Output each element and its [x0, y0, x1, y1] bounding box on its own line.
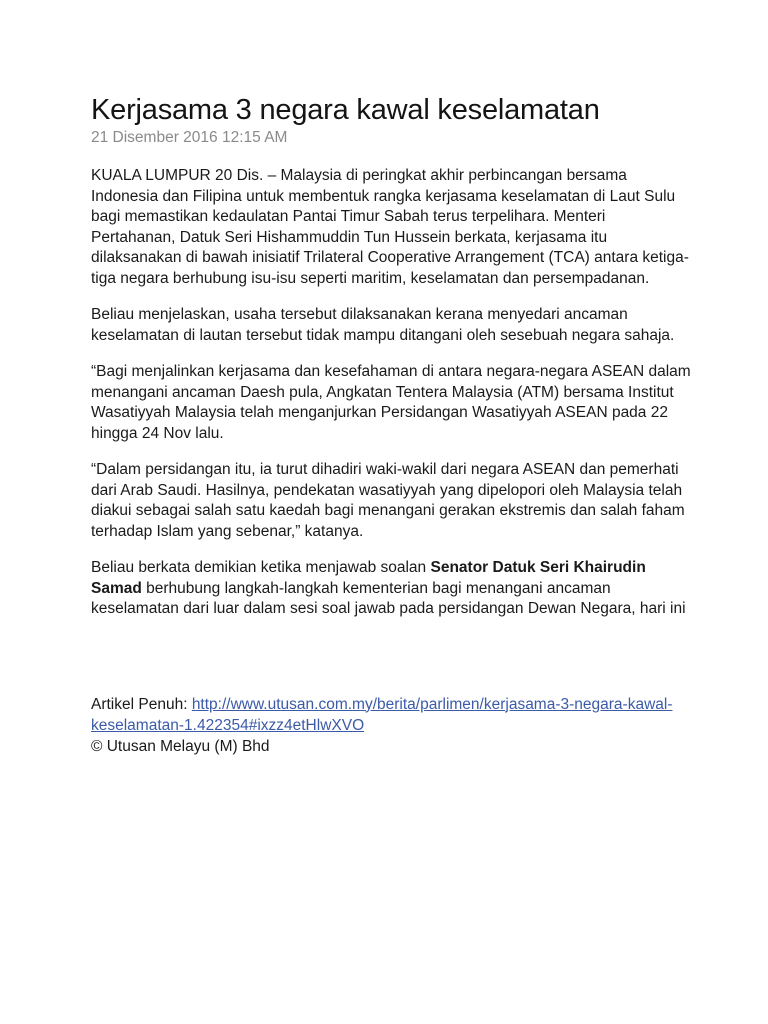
article-paragraph-1: KUALA LUMPUR 20 Dis. – Malaysia di peringkat akhir perbincangan bersama Indonesia dan Filipina untuk membentuk rangka kerjasama keselamatan di Laut Sulu bagi memastikan kedaulatan Pantai Timur Sabah terus terpelihara. Menteri Pertahanan, Datuk Seri Hishammuddin Tun Hussein berkata, kerjasama itu dilaksanakan di bawah inisiatif Trilateral Cooperative Arrangement (TCA) antara ketiga-tiga negara berhubung isu-isu seperti maritim, keselamatan dan persempadanan.: [91, 167, 689, 287]
article-paragraph-5: [91, 558, 691, 620]
article: [91, 92, 691, 757]
source-link[interactable]: http://www.utusan.com.my/berita/parlimen/kerjasama-3-negara-kawal-keselamatan-1.422354#ixzz4etHlwXVO: [91, 695, 673, 734]
article-title: Kerjasama 3 negara kawal keselamatan: [91, 94, 600, 126]
article-paragraph-2: Beliau menjelaskan, usaha tersebut dilaksanakan kerana menyedari ancaman keselamatan di lautan tersebut tidak mampu ditangani oleh sesebuah negara sahaja.: [91, 306, 675, 344]
copyright: © Utusan Melayu (M) Bhd: [91, 737, 270, 755]
senator-name: Senator Datuk Seri Khairudin Samad: [91, 559, 646, 597]
article-date: 21 Disember 2016 12:15 AM: [91, 129, 288, 146]
source-line: [91, 694, 691, 736]
source-label: Artikel Penuh:: [91, 695, 192, 713]
article-paragraph-4: “Dalam persidangan itu, ia turut dihadiri waki-wakil dari negara ASEAN dan pemerhati dari Arab Saudi. Hasilnya, pendekatan wasatiyyah yang dipelopori oleh Malaysia telah diakui sebagai salah satu kaedah bagi menangani gerakan ekstremis dan salah faham terhadap Islam yang sebenar,” katanya.: [91, 461, 685, 540]
article-paragraph-3: “Bagi menjalinkan kerjasama dan kesefahaman di antara negara-negara ASEAN dalam menangani ancaman Daesh pula, Angkatan Tentera Malaysia (ATM) bersama Institut Wasatiyyah Malaysia telah menganjurkan Persidangan Wasatiyyah ASEAN pada 22 hingga 24 Nov lalu.: [91, 363, 691, 442]
paragraph-5-rest: berhubung langkah-langkah kementerian bagi menangani ancaman keselamatan dari luar dalam sesi soal jawab pada persidangan Dewan Negara, hari ini: [91, 579, 686, 617]
paragraph-5-intro: Beliau berkata demikian ketika menjawab soalan: [91, 559, 431, 576]
spacer: [91, 636, 691, 694]
